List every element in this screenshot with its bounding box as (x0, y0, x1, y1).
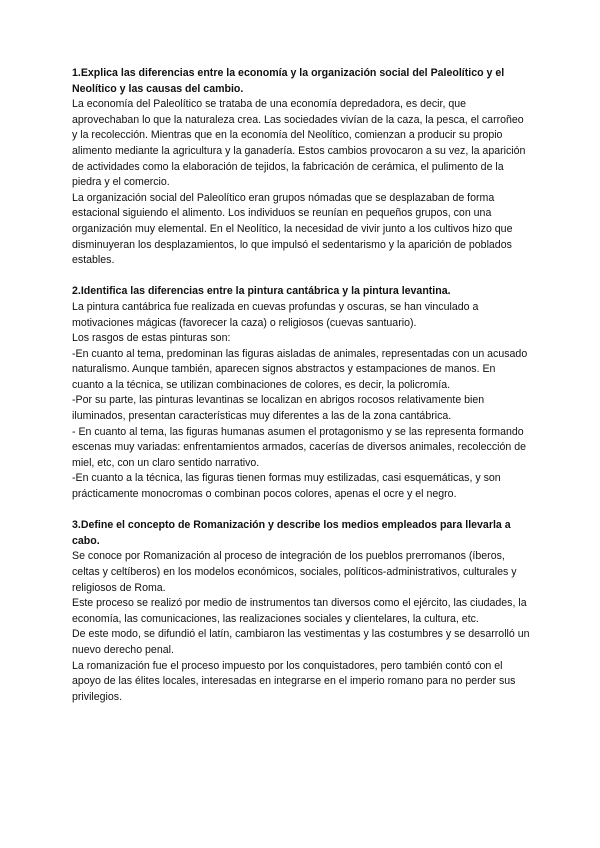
section-2-paragraph-3: -En cuanto al tema, predominan las figuras aisladas de animales, representadas con un acusado naturalismo. Aunque también, aparecen signos abstractos y estampaciones de manos. En cuanto a la técnica, se utilizan combinaciones de colores, es decir, la policromía. (72, 347, 528, 391)
section-3-paragraph-4: La romanización fue el proceso impuesto por los conquistadores, pero también contó con el apoyo de las élites locales, interesadas en integrarse en el imperio romano para no perder sus privilegios. (72, 659, 516, 703)
section-3-paragraph-1: Se conoce por Romanización al proceso de integración de los pueblos prerromanos (íberos, celtas y celtíberos) en los modelos económicos, sociales, políticos-administrativos, culturales y religiosos de Roma. (72, 550, 517, 594)
section-3-paragraph-3: De este modo, se difundió el latín, cambiaron las vestimentas y las costumbres y se desarrolló un nuevo derecho penal. (72, 628, 530, 656)
section-3-paragraph-2: Este proceso se realizó por medio de instrumentos tan diversos como el ejército, las ciudades, la economía, las comunicaciones, las realizaciones sociales y clientelares, la cultura, etc. (72, 597, 527, 625)
section-1-paragraph-2: La organización social del Paleolítico eran grupos nómadas que se desplazaban de forma estacional siguiendo el alimento. Los individuos se reunían en pequeños grupos, con una organización muy elemental. En el Neolítico, la necesidad de vivir junto a los cultivos hizo que disminuyeran los desplazamientos, lo que impulsó el sedentarismo y la aparición de poblados estables. (72, 191, 513, 267)
section-2-paragraph-6: -En cuanto a la técnica, las figuras tienen formas muy estilizadas, casi esquemáticas, y son prácticamente monocromas o combinan pocos colores, apenas el ocre y el negro. (72, 472, 501, 501)
section-2-paragraph-1: La pintura cantábrica fue realizada en cuevas profundas y oscuras, se han vinculado a motivaciones mágicas (favorecer la caza) o religiosos (cuevas santuario). (72, 300, 479, 329)
section-2-heading: 2.Identifica las diferencias entre la pintura cantábrica y la pintura levantina. (72, 285, 451, 298)
section-1-paragraph-1: La economía del Paleolítico se trataba de una economía depredadora, es decir, que aprovechaban lo que la naturaleza crea. Las sociedades vivían de la caza, la pesca, el carroñeo y la recolección. Mientras que en la economía del Neolítico, comienzan a producir su propio alimento mediante la agricultura y la ganadería. Estos cambios provocaron a su vez, la aparición de actividades como la elaboración de tejidos, la fabricación de cerámica, el pulimento de la piedra y el comercio. (72, 98, 526, 189)
section-2-paragraph-2: Los rasgos de estas pinturas son: (72, 332, 231, 345)
section-2-paragraph-4: -Por su parte, las pinturas levantinas se localizan en abrigos rocosos relativamente bien iluminados, presentan características muy diferentes a las de la zona cantábrica. (72, 394, 485, 423)
section-3-heading: 3.Define el concepto de Romanización y describe los medios empleados para llevarla a cabo. (72, 519, 511, 547)
section-1 (72, 66, 530, 269)
document-page (72, 66, 530, 721)
section-1-heading: 1.Explica las diferencias entre la economía y la organización social del Paleolítico y el Neolítico y las causas del cambio. (72, 67, 505, 95)
section-3 (72, 518, 530, 705)
section-2 (72, 284, 530, 502)
section-2-paragraph-5: - En cuanto al tema, las figuras humanas asumen el protagonismo y se las representa formando escenas muy variadas: enfrentamientos armados, cacerías de diversos animales, recolección de miel, etc, con un claro sentido narrativo. (72, 425, 526, 469)
